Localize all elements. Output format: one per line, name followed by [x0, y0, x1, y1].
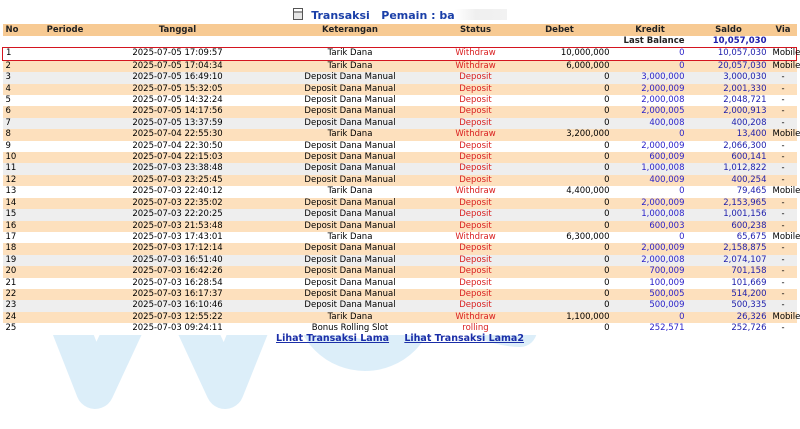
cell-no: 23: [3, 300, 31, 311]
cell-via: -: [770, 163, 797, 174]
cell-via: -: [770, 198, 797, 209]
cell-status: Deposit: [445, 198, 507, 209]
cell-tanggal: 2025-07-03 17:12:14: [100, 243, 256, 254]
cell-periode: [31, 232, 100, 243]
cell-no: 17: [3, 232, 31, 243]
cell-keterangan: Deposit Dana Manual: [256, 95, 445, 106]
cell-status: Withdraw: [445, 312, 507, 323]
cell-status: Withdraw: [445, 129, 507, 140]
cell-debet: 10,000,000: [507, 48, 613, 60]
cell-periode: [31, 209, 100, 220]
cell-keterangan: Deposit Dana Manual: [256, 300, 445, 311]
cell-debet: 0: [507, 243, 613, 254]
cell-debet: 0: [507, 266, 613, 277]
cell-kredit: 600,009: [613, 152, 688, 163]
cell-status: Withdraw: [445, 48, 507, 60]
cell-via: Mobile: [770, 312, 797, 323]
cell-status: Deposit: [445, 72, 507, 83]
cell-kredit: 1,000,008: [613, 209, 688, 220]
cell-tanggal: 2025-07-03 09:24:11: [100, 323, 256, 334]
cell-kredit: 2,000,009: [613, 243, 688, 254]
cell-saldo: 2,000,913: [688, 106, 770, 117]
table-row: [3, 152, 797, 163]
cell-periode: [31, 129, 100, 140]
cell-keterangan: Deposit Dana Manual: [256, 163, 445, 174]
table-row: [3, 175, 797, 186]
cell-saldo: 20,057,030: [688, 60, 770, 72]
cell-keterangan: Tarik Dana: [256, 312, 445, 323]
page-title: [0, 8, 800, 22]
cell-periode: [31, 84, 100, 95]
cell-status: Deposit: [445, 289, 507, 300]
cell-debet: 0: [507, 163, 613, 174]
cell-via: -: [770, 84, 797, 95]
cell-status: Deposit: [445, 221, 507, 232]
cell-debet: 0: [507, 106, 613, 117]
cell-saldo: 65,675: [688, 232, 770, 243]
cell-debet: 0: [507, 221, 613, 232]
cell-via: -: [770, 300, 797, 311]
cell-debet: 0: [507, 300, 613, 311]
header-row: [3, 24, 797, 36]
cell-status: Withdraw: [445, 232, 507, 243]
cell-saldo: 101,669: [688, 278, 770, 289]
cell-tanggal: 2025-07-03 16:10:46: [100, 300, 256, 311]
table-row: [3, 60, 797, 72]
cell-tanggal: 2025-07-03 22:35:02: [100, 198, 256, 209]
cell-via: -: [770, 266, 797, 277]
cell-tanggal: 2025-07-05 17:04:34: [100, 60, 256, 72]
cell-no: 15: [3, 209, 31, 220]
cell-via: Mobile: [770, 60, 797, 72]
table-row: [3, 209, 797, 220]
cell-periode: [31, 278, 100, 289]
cell-periode: [31, 152, 100, 163]
cell-periode: [31, 289, 100, 300]
table-row: [3, 72, 797, 83]
table-row: [3, 266, 797, 277]
cell-periode: [31, 175, 100, 186]
cell-debet: 0: [507, 152, 613, 163]
cell-keterangan: Deposit Dana Manual: [256, 221, 445, 232]
cell-kredit: 400,009: [613, 175, 688, 186]
cell-saldo: 2,066,300: [688, 141, 770, 152]
cell-kredit: 700,009: [613, 266, 688, 277]
cell-kredit: 2,000,008: [613, 95, 688, 106]
cell-debet: 0: [507, 278, 613, 289]
cell-status: Deposit: [445, 300, 507, 311]
cell-no: 18: [3, 243, 31, 254]
cell-tanggal: 2025-07-03 22:40:12: [100, 186, 256, 197]
cell-debet: 0: [507, 72, 613, 83]
cell-no: 13: [3, 186, 31, 197]
table-row: [3, 118, 797, 129]
cell-saldo: 79,465: [688, 186, 770, 197]
table-row: [3, 243, 797, 254]
col-status: Status: [445, 24, 507, 36]
cell-via: Mobile: [770, 48, 797, 60]
cell-tanggal: 2025-07-05 17:09:57: [100, 48, 256, 60]
table-row: [3, 312, 797, 323]
cell-status: Deposit: [445, 118, 507, 129]
cell-keterangan: Deposit Dana Manual: [256, 84, 445, 95]
cell-keterangan: Deposit Dana Manual: [256, 175, 445, 186]
cell-periode: [31, 95, 100, 106]
col-kredit: Kredit: [613, 24, 688, 36]
cell-status: Withdraw: [445, 60, 507, 72]
col-tanggal: Tanggal: [100, 24, 256, 36]
cell-kredit: 0: [613, 48, 688, 60]
table-row: [3, 278, 797, 289]
cell-no: 25: [3, 323, 31, 334]
cell-status: Deposit: [445, 243, 507, 254]
cell-saldo: 2,074,107: [688, 255, 770, 266]
cell-saldo: 400,208: [688, 118, 770, 129]
cell-saldo: 2,158,875: [688, 243, 770, 254]
table-row: [3, 221, 797, 232]
last-balance-row: [3, 36, 797, 48]
cell-no: 20: [3, 266, 31, 277]
cell-periode: [31, 300, 100, 311]
col-debet: Debet: [507, 24, 613, 36]
title-text: Transaksi: [311, 9, 370, 22]
cell-via: -: [770, 72, 797, 83]
cell-tanggal: 2025-07-05 14:32:24: [100, 95, 256, 106]
cell-saldo: 26,326: [688, 312, 770, 323]
cell-status: rolling: [445, 323, 507, 334]
cell-status: Deposit: [445, 255, 507, 266]
cell-periode: [31, 60, 100, 72]
cell-keterangan: Deposit Dana Manual: [256, 278, 445, 289]
cell-no: 3: [3, 72, 31, 83]
cell-saldo: 1,001,156: [688, 209, 770, 220]
cell-tanggal: 2025-07-03 16:42:26: [100, 266, 256, 277]
table-row: [3, 141, 797, 152]
cell-status: Deposit: [445, 209, 507, 220]
cell-via: Mobile: [770, 129, 797, 140]
table-row-highlighted: [3, 48, 797, 60]
cell-debet: 6,300,000: [507, 232, 613, 243]
cell-via: Mobile: [770, 186, 797, 197]
cell-saldo: 2,048,721: [688, 95, 770, 106]
cell-tanggal: 2025-07-03 12:55:22: [100, 312, 256, 323]
cell-tanggal: 2025-07-04 22:55:30: [100, 129, 256, 140]
cell-keterangan: Deposit Dana Manual: [256, 72, 445, 83]
cell-periode: [31, 221, 100, 232]
cell-no: 7: [3, 118, 31, 129]
cell-no: 24: [3, 312, 31, 323]
cell-kredit: 500,009: [613, 300, 688, 311]
col-saldo: Saldo: [688, 24, 770, 36]
cell-keterangan: Tarik Dana: [256, 60, 445, 72]
cell-status: Withdraw: [445, 186, 507, 197]
cell-no: 19: [3, 255, 31, 266]
cell-tanggal: 2025-07-05 15:32:05: [100, 84, 256, 95]
last-balance-value: 10,057,030: [688, 36, 770, 48]
cell-keterangan: Bonus Rolling Slot: [256, 323, 445, 334]
link-transaksi-lama2[interactable]: Lihat Transaksi Lama2: [404, 333, 524, 344]
cell-kredit: 100,009: [613, 278, 688, 289]
cell-no: 10: [3, 152, 31, 163]
history-links: [0, 333, 800, 344]
col-no: No: [3, 24, 31, 36]
cell-saldo: 514,200: [688, 289, 770, 300]
table-row: [3, 198, 797, 209]
table-row: [3, 163, 797, 174]
cell-debet: 0: [507, 141, 613, 152]
cell-keterangan: Deposit Dana Manual: [256, 141, 445, 152]
cell-status: Deposit: [445, 141, 507, 152]
cell-kredit: 0: [613, 60, 688, 72]
cell-status: Deposit: [445, 163, 507, 174]
cell-saldo: 701,158: [688, 266, 770, 277]
cell-debet: 1,100,000: [507, 312, 613, 323]
cell-via: -: [770, 209, 797, 220]
cell-keterangan: Tarik Dana: [256, 48, 445, 60]
cell-tanggal: 2025-07-05 14:17:56: [100, 106, 256, 117]
cell-periode: [31, 255, 100, 266]
cell-tanggal: 2025-07-03 16:51:40: [100, 255, 256, 266]
cell-via: -: [770, 175, 797, 186]
cell-debet: 4,400,000: [507, 186, 613, 197]
cell-kredit: 2,000,008: [613, 255, 688, 266]
cell-keterangan: Tarik Dana: [256, 232, 445, 243]
cell-debet: 6,000,000: [507, 60, 613, 72]
cell-status: Deposit: [445, 278, 507, 289]
table-row: [3, 106, 797, 117]
cell-debet: 0: [507, 84, 613, 95]
cell-saldo: 500,335: [688, 300, 770, 311]
cell-tanggal: 2025-07-03 23:25:45: [100, 175, 256, 186]
link-transaksi-lama[interactable]: Lihat Transaksi Lama: [276, 333, 390, 344]
col-via: Via: [770, 24, 797, 36]
cell-saldo: 600,238: [688, 221, 770, 232]
cell-keterangan: Deposit Dana Manual: [256, 106, 445, 117]
cell-kredit: 0: [613, 186, 688, 197]
cell-kredit: 2,000,005: [613, 106, 688, 117]
col-keterangan: Keterangan: [256, 24, 445, 36]
cell-keterangan: Deposit Dana Manual: [256, 209, 445, 220]
cell-via: -: [770, 152, 797, 163]
cell-saldo: 2,001,330: [688, 84, 770, 95]
cell-debet: 0: [507, 209, 613, 220]
table-row: [3, 186, 797, 197]
cell-tanggal: 2025-07-05 16:49:10: [100, 72, 256, 83]
player-value: ba: [439, 9, 455, 22]
transaction-table: [2, 24, 800, 335]
cell-no: 12: [3, 175, 31, 186]
cell-no: 4: [3, 84, 31, 95]
cell-keterangan: Tarik Dana: [256, 129, 445, 140]
cell-periode: [31, 198, 100, 209]
cell-periode: [31, 266, 100, 277]
table-row: [3, 232, 797, 243]
cell-no: 22: [3, 289, 31, 300]
cell-kredit: 0: [613, 129, 688, 140]
cell-kredit: 400,008: [613, 118, 688, 129]
cell-kredit: 0: [613, 312, 688, 323]
cell-saldo: 3,000,030: [688, 72, 770, 83]
cell-periode: [31, 141, 100, 152]
cell-debet: 0: [507, 289, 613, 300]
cell-no: 21: [3, 278, 31, 289]
cell-status: Deposit: [445, 84, 507, 95]
cell-saldo: 13,400: [688, 129, 770, 140]
last-balance-empty: [770, 36, 797, 48]
cell-periode: [31, 106, 100, 117]
cell-periode: [31, 186, 100, 197]
cell-keterangan: Deposit Dana Manual: [256, 243, 445, 254]
cell-debet: 0: [507, 175, 613, 186]
cell-debet: 0: [507, 118, 613, 129]
cell-saldo: 1,012,822: [688, 163, 770, 174]
cell-no: 14: [3, 198, 31, 209]
cell-keterangan: Deposit Dana Manual: [256, 255, 445, 266]
cell-no: 2: [3, 60, 31, 72]
cell-saldo: 400,254: [688, 175, 770, 186]
cell-kredit: 3,000,000: [613, 72, 688, 83]
cell-periode: [31, 163, 100, 174]
table-row: [3, 84, 797, 95]
cell-via: -: [770, 95, 797, 106]
cell-status: Deposit: [445, 95, 507, 106]
col-periode: Periode: [31, 24, 100, 36]
cell-tanggal: 2025-07-03 17:43:01: [100, 232, 256, 243]
cell-no: 11: [3, 163, 31, 174]
cell-periode: [31, 312, 100, 323]
cell-via: -: [770, 255, 797, 266]
cell-status: Deposit: [445, 152, 507, 163]
masked-player-name: [455, 9, 507, 20]
cell-tanggal: 2025-07-04 22:15:03: [100, 152, 256, 163]
cell-keterangan: Deposit Dana Manual: [256, 198, 445, 209]
table-row: [3, 95, 797, 106]
cell-no: 1: [3, 48, 31, 60]
cell-debet: 3,200,000: [507, 129, 613, 140]
table-row: [3, 129, 797, 140]
cell-via: -: [770, 323, 797, 334]
cell-kredit: 600,003: [613, 221, 688, 232]
cell-tanggal: 2025-07-03 22:20:25: [100, 209, 256, 220]
cell-no: 9: [3, 141, 31, 152]
cell-keterangan: Deposit Dana Manual: [256, 266, 445, 277]
cell-kredit: 500,005: [613, 289, 688, 300]
cell-saldo: 252,726: [688, 323, 770, 334]
cell-keterangan: Deposit Dana Manual: [256, 152, 445, 163]
cell-keterangan: Deposit Dana Manual: [256, 118, 445, 129]
cell-debet: 0: [507, 95, 613, 106]
cell-no: 6: [3, 106, 31, 117]
cell-via: -: [770, 118, 797, 129]
cell-debet: 0: [507, 323, 613, 334]
cell-kredit: 0: [613, 232, 688, 243]
cell-kredit: 2,000,009: [613, 84, 688, 95]
cell-saldo: 600,141: [688, 152, 770, 163]
cell-via: -: [770, 221, 797, 232]
cell-keterangan: Deposit Dana Manual: [256, 289, 445, 300]
cell-no: 16: [3, 221, 31, 232]
table-row: [3, 289, 797, 300]
cell-via: -: [770, 289, 797, 300]
cell-status: Deposit: [445, 266, 507, 277]
cell-via: -: [770, 278, 797, 289]
last-balance-label: Last Balance: [3, 36, 688, 48]
cell-periode: [31, 118, 100, 129]
cell-via: -: [770, 243, 797, 254]
table-row: [3, 255, 797, 266]
cell-tanggal: 2025-07-03 23:38:48: [100, 163, 256, 174]
player-label: Pemain :: [381, 9, 436, 22]
cell-tanggal: 2025-07-03 16:28:54: [100, 278, 256, 289]
cell-via: -: [770, 106, 797, 117]
cell-no: 8: [3, 129, 31, 140]
cell-saldo: 10,057,030: [688, 48, 770, 60]
cell-tanggal: 2025-07-05 13:37:59: [100, 118, 256, 129]
cell-kredit: 252,571: [613, 323, 688, 334]
cell-periode: [31, 243, 100, 254]
cell-via: Mobile: [770, 232, 797, 243]
cell-tanggal: 2025-07-03 21:53:48: [100, 221, 256, 232]
cell-via: -: [770, 141, 797, 152]
cell-kredit: 2,000,009: [613, 198, 688, 209]
cell-tanggal: 2025-07-04 22:30:50: [100, 141, 256, 152]
cell-saldo: 2,153,965: [688, 198, 770, 209]
cell-no: 5: [3, 95, 31, 106]
cell-tanggal: 2025-07-03 16:17:37: [100, 289, 256, 300]
cell-status: Deposit: [445, 175, 507, 186]
cell-kredit: 1,000,008: [613, 163, 688, 174]
cell-periode: [31, 48, 100, 60]
cell-status: Deposit: [445, 106, 507, 117]
cell-kredit: 2,000,009: [613, 141, 688, 152]
document-icon: [293, 8, 303, 20]
cell-periode: [31, 72, 100, 83]
cell-keterangan: Tarik Dana: [256, 186, 445, 197]
cell-debet: 0: [507, 255, 613, 266]
cell-debet: 0: [507, 198, 613, 209]
table-row: [3, 300, 797, 311]
